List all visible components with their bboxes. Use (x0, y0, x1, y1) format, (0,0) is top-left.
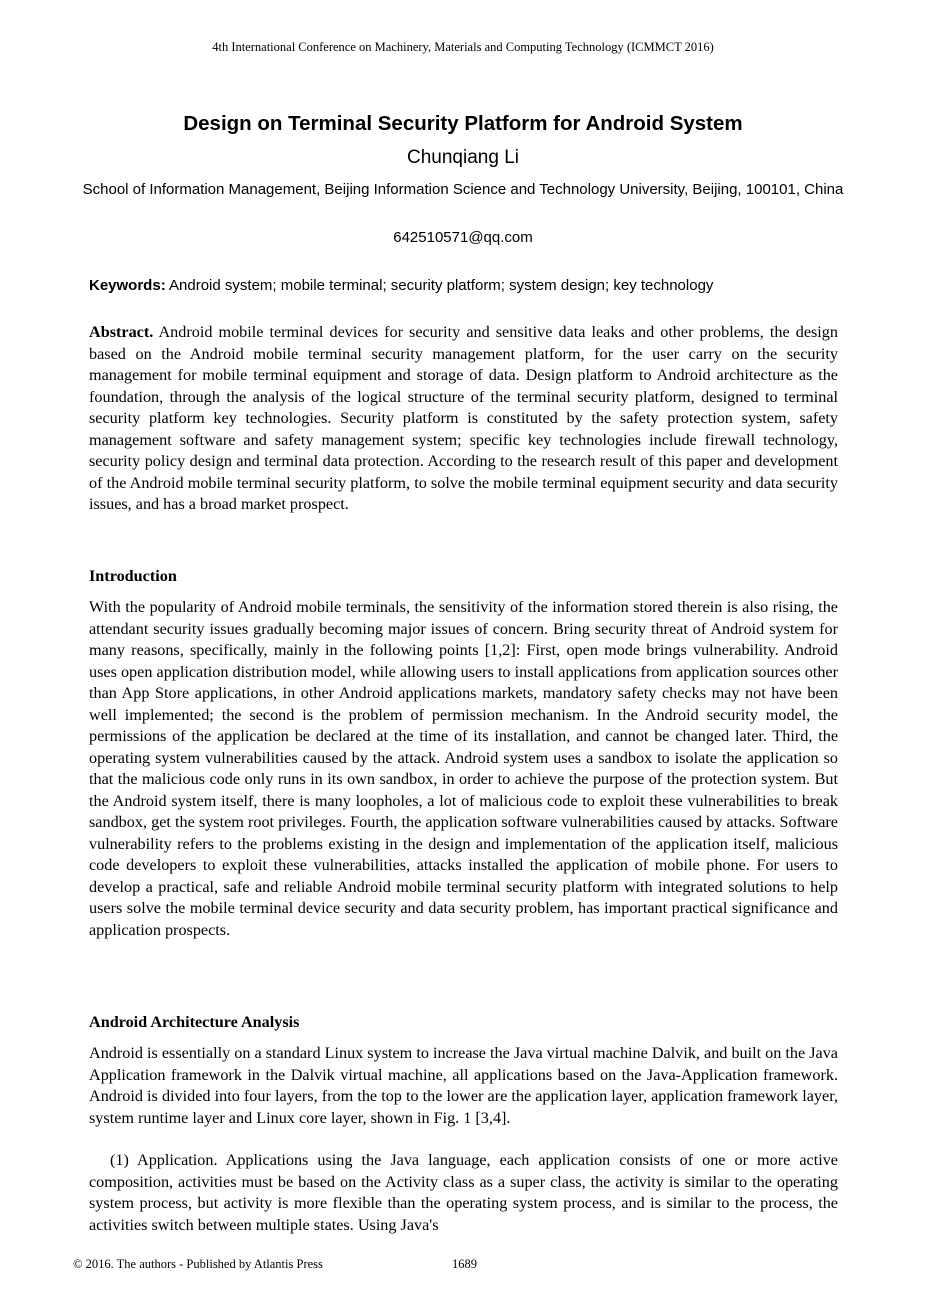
architecture-paragraph-1: Android is essentially on a standard Linux system to increase the Java virtual machine Dalvik, and built on the Java Application framework in the Dalvik virtual machine, all applications based on the Java-Application framework. Android is divided into four layers, from the top to the lower are the application layer, application framework layer, system runtime layer and Linux core layer, shown in Fig. 1 [3,4]. (89, 1044, 838, 1127)
architecture-paragraph-2: (1) Application. Applications using the Java language, each application consists of one or more active composition, activities must be based on the Activity class as a super class, the activity is similar to the operating system process, but activity is more flexible than the operating system process, and is similar to the process, the activities switch between multiple states. Using Java's (89, 1151, 838, 1234)
author-name: Chunqiang Li (407, 147, 519, 168)
section-heading-introduction: Introduction (89, 567, 177, 585)
keywords-text: Android system; mobile terminal; security platform; system design; key technology (165, 277, 714, 294)
keywords (89, 277, 849, 294)
abstract (89, 322, 838, 516)
section-heading-architecture: Android Architecture Analysis (89, 1013, 300, 1031)
introduction-paragraph: With the popularity of Android mobile terminals, the sensitivity of the information stored therein is also rising, the attendant security issues gradually becoming major issues of concern. Bring security threat of Android system for many reasons, specifically, mainly in the following points [1,2]: First, open mode brings vulnerability. Android uses open application distribution model, while allowing users to install applications from application sources other than App Store applications, in other Android applications markets, mandatory safety checks may not have been well implemented; the second is the problem of permission mechanism. In the Android security model, the permissions of the application be declared at the time of its installation, and cannot be changed later. Third, the operating system vulnerabilities caused by the attack. Android system uses a sandbox to isolate the application so that the malicious code only runs in its own sandbox, in order to achieve the purpose of the protection system. But the Android system itself, there is many loopholes, a lot of malicious code to exploit these vulnerabilities to break sandbox, get the system root privileges. Fourth, the application software vulnerabilities caused by attacks. Software vulnerability refers to the problems existing in the design and implementation of the application itself, malicious code developers to exploit these vulnerabilities, attacks installed the application of mobile phone. For users to develop a practical, safe and reliable Android mobile terminal security platform with integrated solutions to help users solve the mobile terminal device security and data security problem, has important practical significance and application prospects. (89, 598, 838, 939)
page-number: 1689 (452, 1257, 477, 1271)
abstract-text: Android mobile terminal devices for security and sensitive data leaks and other problems, the design based on the Android mobile terminal security management platform, for the user carry on the security management for mobile terminal equipment and storage of data. Design platform to Android architecture as the foundation, through the analysis of the logical structure of the terminal security platform, designed to terminal security platform key technologies. Security platform is constituted by the safety protection system, safety management software and safety management system; specific key technologies include firewall technology, security policy design and terminal data protection. According to the research result of this paper and development of the Android mobile terminal security platform, to solve the mobile terminal equipment security and data security issues, and has a broad market prospect. (89, 323, 838, 513)
abstract-label: Abstract. (89, 323, 154, 341)
keywords-label: Keywords: (89, 277, 166, 294)
paper-title: Design on Terminal Security Platform for Android System (183, 112, 743, 135)
conference-header: 4th International Conference on Machinery, Materials and Computing Technology (ICMMCT 2016) (212, 40, 714, 54)
author-email: 642510571@qq.com (393, 229, 533, 246)
footer-copyright: © 2016. The authors - Published by Atlantis Press (73, 1257, 323, 1271)
author-affiliation: School of Information Management, Beijing Information Science and Technology University, Beijing, 100101, China (82, 181, 844, 198)
